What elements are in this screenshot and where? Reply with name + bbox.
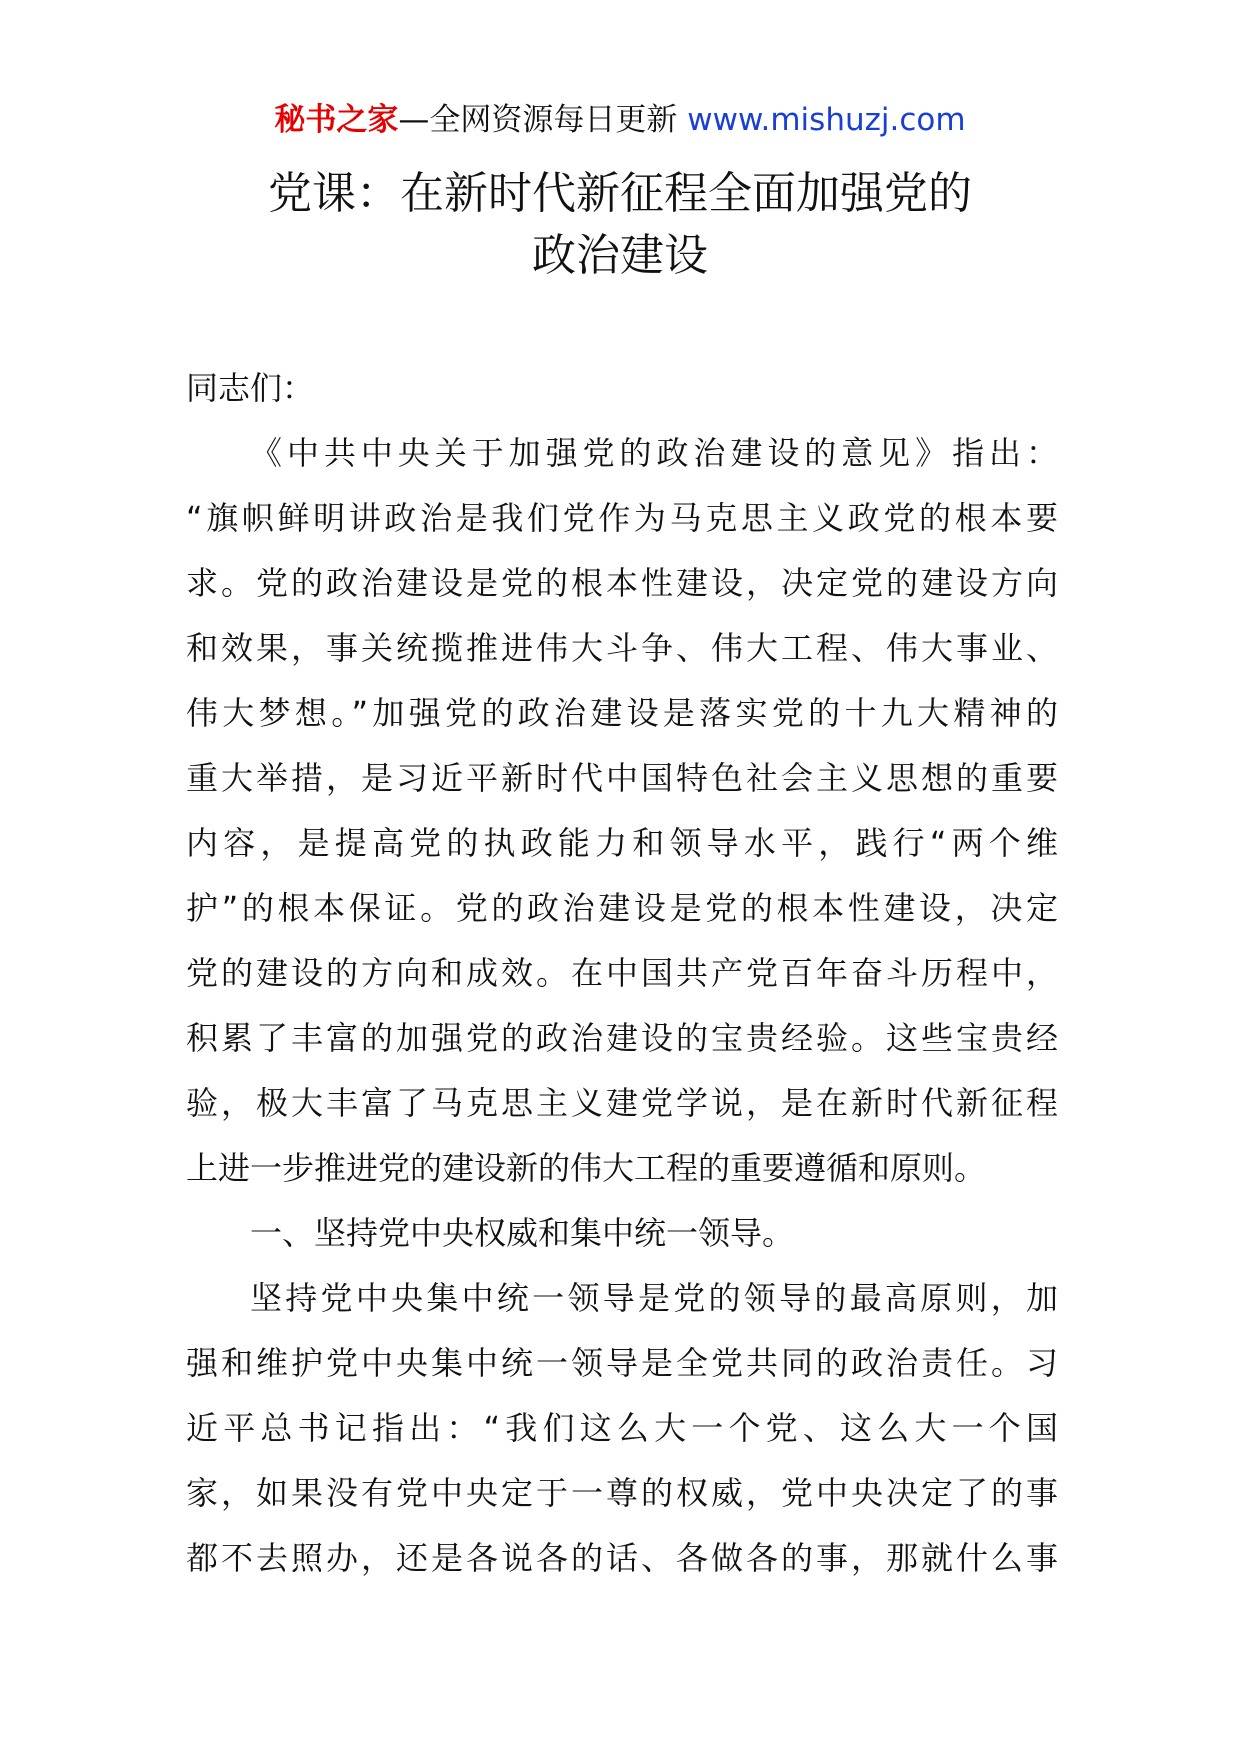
paragraph-line: 都不去照办，还是各说各的话、各做各的事，那就什么事 — [186, 1539, 1058, 1577]
document-body — [186, 356, 1058, 1591]
site-url-link[interactable]: www.mishuzj.com — [687, 102, 966, 138]
title-line-2: 政治建设 — [532, 230, 708, 281]
paragraph-line: 重大举措，是习近平新时代中国特色社会主义思想的重要 — [186, 759, 1058, 797]
paragraph-line: 内容，是提高党的执政能力和领导水平，践行“两个维 — [186, 824, 1058, 862]
section-heading: 一、坚持党中央权威和集中统一领导。 — [250, 1214, 795, 1252]
document-title — [0, 163, 1240, 287]
salutation: 同志们： — [186, 369, 315, 407]
site-header — [0, 100, 1240, 140]
paragraph-line: 上进一步推进党的建设新的伟大工程的重要遵循和原则。 — [186, 1149, 987, 1187]
paragraph-line: 求。党的政治建设是党的根本性建设，决定党的建设方向 — [186, 564, 1058, 602]
paragraph-line: 近平总书记指出：“我们这么大一个党、这么大一个国 — [186, 1409, 1058, 1447]
paragraph-line: 护”的根本保证。党的政治建设是党的根本性建设，决定 — [186, 889, 1058, 927]
paragraph-line: 强和维护党中央集中统一领导是全党共同的政治责任。习 — [186, 1344, 1058, 1382]
paragraph-line: 伟大梦想。”加强党的政治建设是落实党的十九大精神的 — [186, 694, 1058, 732]
paragraph-line: 验，极大丰富了马克思主义建党学说，是在新时代新征程 — [186, 1084, 1058, 1122]
paragraph-line: 积累了丰富的加强党的政治建设的宝贵经验。这些宝贵经 — [186, 1019, 1058, 1057]
title-line-1: 党课：在新时代新征程全面加强党的 — [268, 168, 972, 219]
paragraph-line: 家，如果没有党中央定于一尊的权威，党中央决定了的事 — [186, 1474, 1058, 1512]
paragraph-line: 党的建设的方向和成效。在中国共产党百年奋斗历程中， — [186, 954, 1058, 992]
paragraph-line: 《中共中央关于加强党的政治建设的意见》指出： — [250, 434, 1058, 472]
paragraph-line: 坚持党中央集中统一领导是党的领导的最高原则，加 — [250, 1279, 1058, 1317]
paragraph-line: 和效果，事关统揽推进伟大斗争、伟大工程、伟大事业、 — [186, 629, 1058, 667]
brand-name: 秘书之家 — [274, 102, 399, 138]
paragraph-line: “旗帜鲜明讲政治是我们党作为马克思主义政党的根本要 — [186, 499, 1058, 537]
header-tagline: —全网资源每日更新 — [398, 102, 688, 138]
